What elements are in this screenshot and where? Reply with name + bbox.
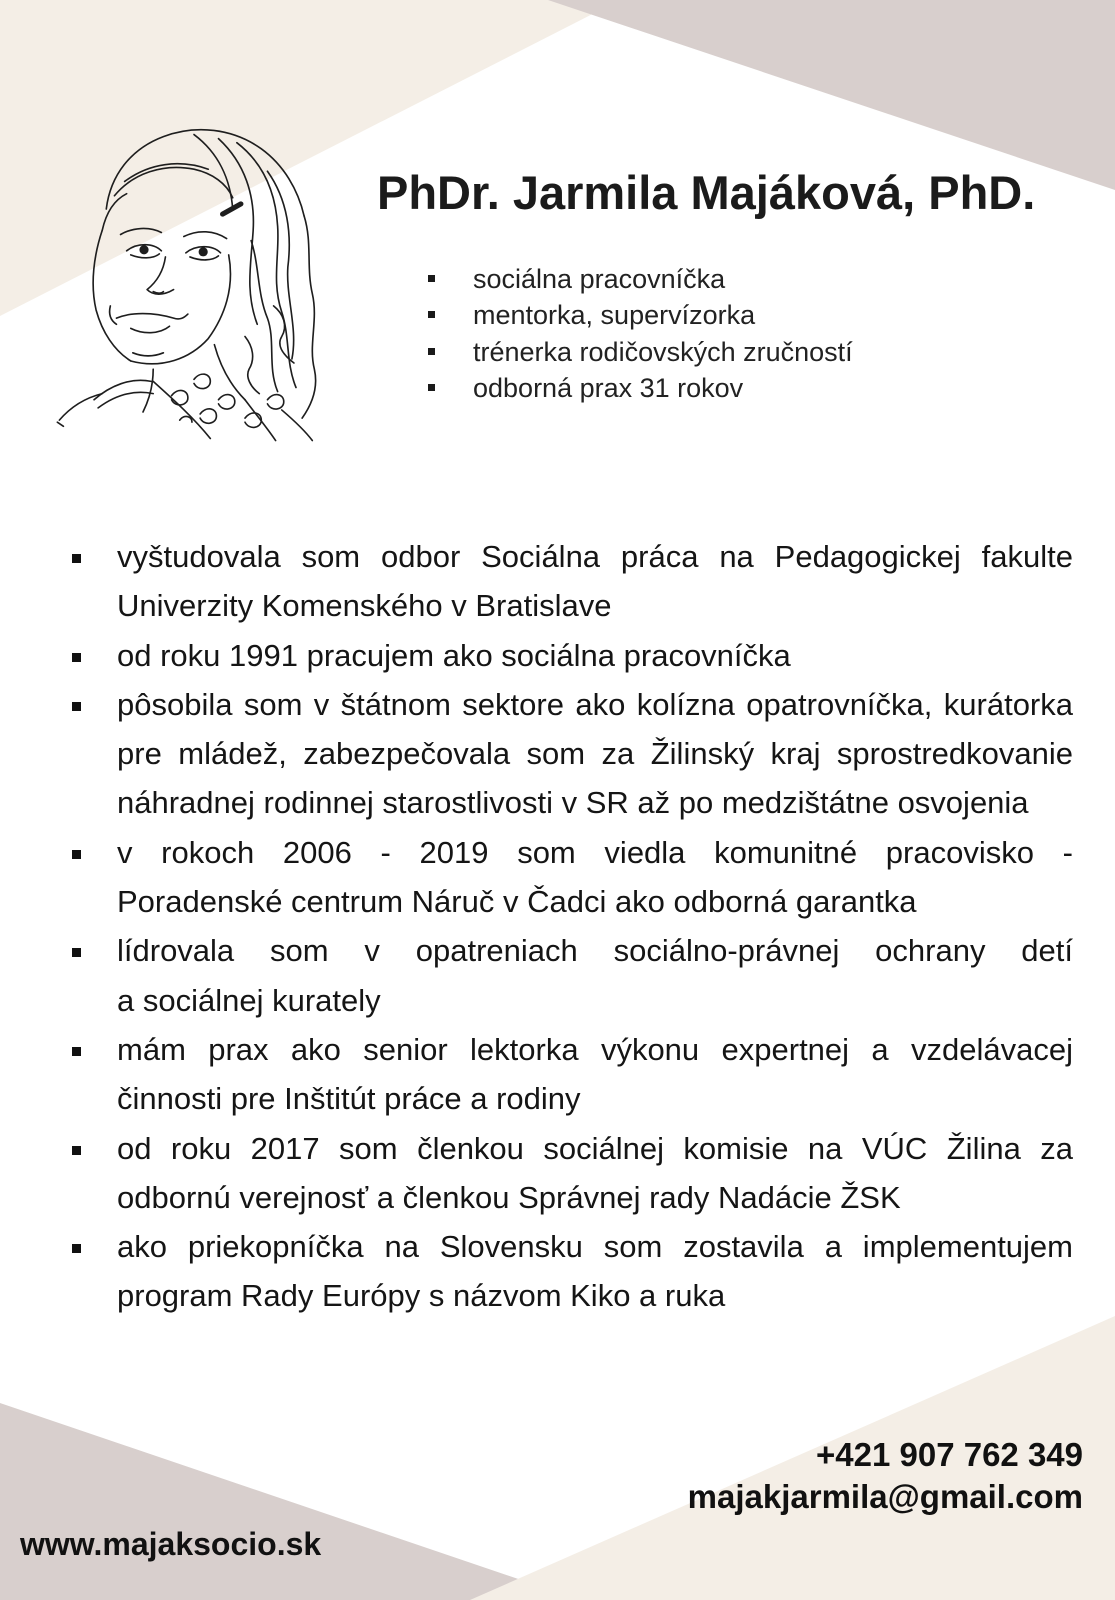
experience-line: od roku 1991 pracujem ako sociálna pracovníčka: [117, 637, 791, 673]
experience-line: pôsobila som v štátnom sektore ako kolízna opatrovníčka, kurátorka: [117, 686, 1073, 722]
experience-line: program Rady Európy s názvom Kiko a ruka: [117, 1278, 726, 1314]
top-right-gray-triangle: [548, 0, 1115, 190]
experience-list: [0, 532, 1115, 1321]
list-item: [0, 1124, 1115, 1223]
list-item: [0, 261, 1115, 297]
bottom-left-gray-triangle: [0, 1403, 580, 1600]
bullet-square-icon: [72, 554, 81, 563]
experience-line: ako priekopníčka na Slovensku som zostavila a implementujem: [117, 1229, 1073, 1265]
experience-line: od roku 2017 som členkou sociálnej komisie na VÚC Žilina za: [117, 1130, 1073, 1166]
experience-line: v rokoch 2006 - 2019 som viedla komunitné pracovisko -: [117, 834, 1073, 870]
list-item: [0, 532, 1115, 631]
experience-line: náhradnej rodinnej starostlivosti v SR až po medzištátne osvojenia: [117, 785, 1029, 821]
bullet-square-icon: [72, 1244, 81, 1253]
experience-line: pre mládež, zabezpečovala som za Žilinský kraj sprostredkovanie: [117, 736, 1073, 772]
bullet-square-icon: [72, 850, 81, 859]
roles-list: [0, 261, 1115, 407]
role-text: trénerka rodičovských zručností: [473, 336, 853, 367]
list-item: [0, 334, 1115, 370]
contact-phone: +421 907 762 349: [815, 1436, 1083, 1473]
list-item: [0, 631, 1115, 680]
bullet-square-icon: [72, 702, 81, 711]
bullet-square-icon: [428, 275, 435, 282]
list-item: [0, 370, 1115, 406]
experience-line: lídrovala som v opatreniach sociálno-právnej ochrany detí: [117, 933, 1073, 969]
list-item: [0, 1222, 1115, 1321]
experience-line: vyštudovala som odbor Sociálna práca na Pedagogickej fakulte: [117, 539, 1073, 574]
experience-line: činnosti pre Inštitút práce a rodiny: [117, 1081, 581, 1117]
website-address: www.majaksocio.sk: [20, 1526, 322, 1562]
experience-line: odbornú verejnosť a členkou Správnej rady Nadácie ŽSK: [117, 1179, 901, 1215]
list-item: [0, 828, 1115, 927]
bullet-square-icon: [72, 948, 81, 957]
list-item: [0, 680, 1115, 828]
bullet-square-icon: [428, 311, 435, 318]
person-name-title: PhDr. Jarmila Majáková, PhD.: [377, 166, 1036, 219]
bullet-square-icon: [72, 1047, 81, 1056]
experience-line: a sociálnej kurately: [117, 982, 381, 1018]
list-item: [0, 1025, 1115, 1124]
list-item: [0, 926, 1115, 1025]
role-text: odborná prax 31 rokov: [473, 373, 744, 404]
contact-email: majakjarmila@gmail.com: [687, 1478, 1083, 1515]
experience-line: Poradenské centrum Náruč v Čadci ako odborná garantka: [117, 884, 917, 920]
role-text: sociálna pracovníčka: [473, 264, 726, 294]
bullet-square-icon: [72, 653, 81, 662]
experience-line: mám prax ako senior lektorka výkonu expertnej a vzdelávacej: [117, 1031, 1073, 1067]
bullet-square-icon: [428, 384, 435, 391]
list-item: [0, 297, 1115, 333]
bullet-square-icon: [428, 348, 435, 355]
bullet-square-icon: [72, 1146, 81, 1155]
role-text: mentorka, supervízorka: [473, 300, 756, 331]
experience-line: Univerzity Komenského v Bratislave: [117, 588, 612, 624]
